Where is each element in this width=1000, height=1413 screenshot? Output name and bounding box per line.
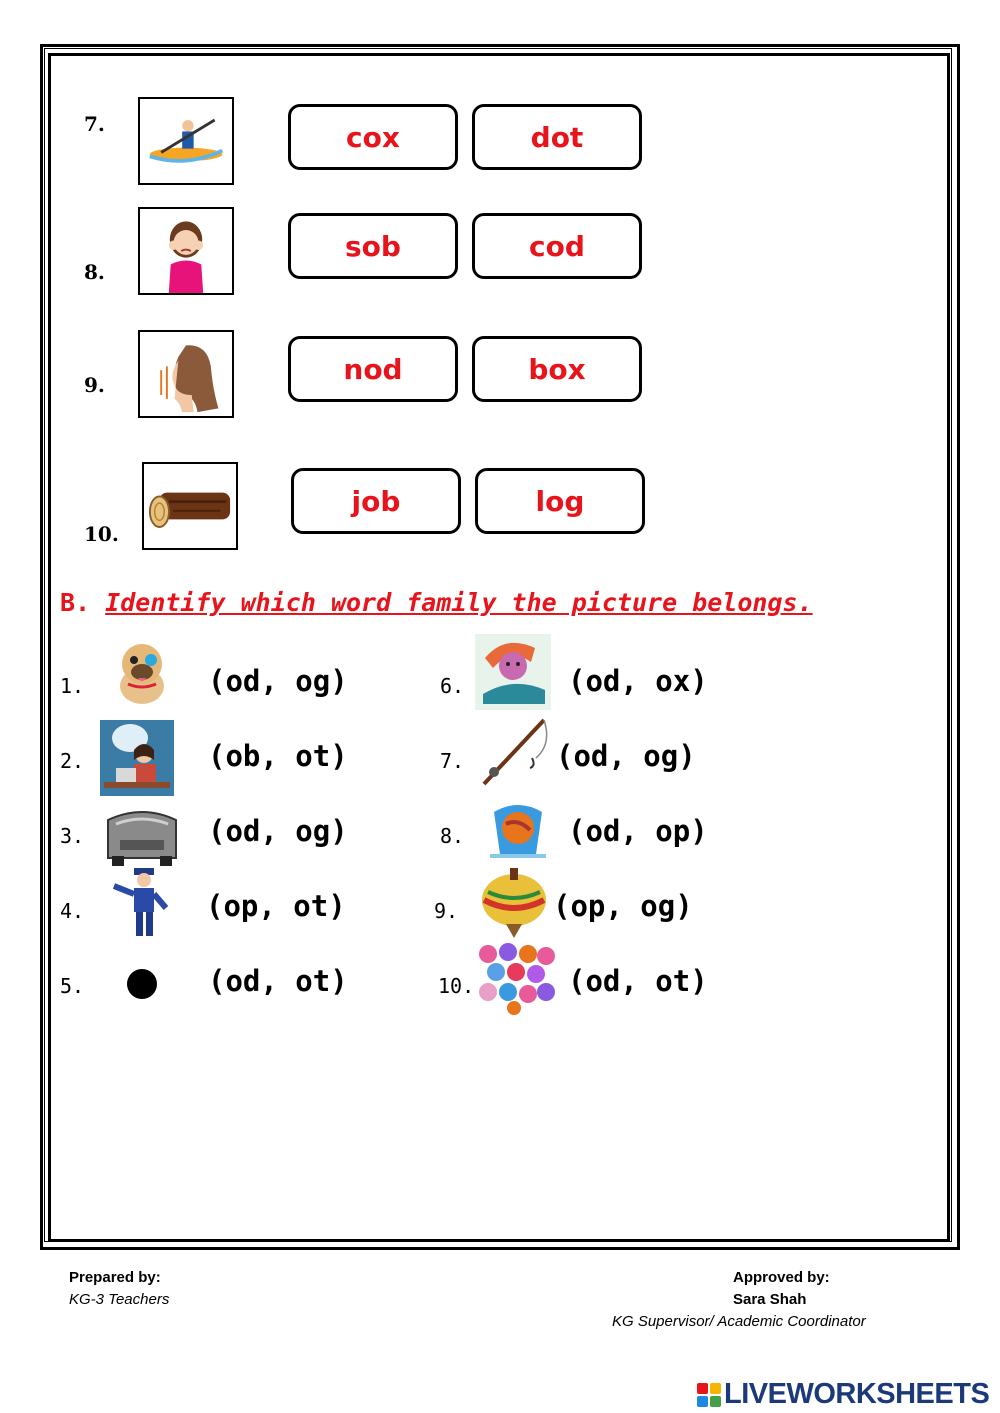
question-number: 7. bbox=[84, 112, 105, 136]
dot-icon bbox=[104, 946, 180, 1022]
question-number: 9. bbox=[434, 899, 459, 923]
choice-button[interactable]: box bbox=[472, 336, 642, 402]
word-family-options[interactable]: (od, og) bbox=[556, 739, 696, 773]
question-number: 8. bbox=[440, 824, 465, 848]
word-family-options[interactable]: (od, ot) bbox=[208, 964, 348, 998]
word-family-options[interactable]: (op, og) bbox=[553, 889, 693, 923]
liveworksheets-mark-icon bbox=[697, 1383, 721, 1407]
word-family-options[interactable]: (op, ot) bbox=[206, 889, 346, 923]
teacher-laptop-icon bbox=[100, 720, 174, 796]
choice-button[interactable]: cox bbox=[288, 104, 458, 170]
question-number: 1. bbox=[60, 674, 85, 698]
instruction-text: Identify which word family the picture belongs. bbox=[105, 588, 813, 617]
question-number: 3. bbox=[60, 824, 85, 848]
car-hood-icon bbox=[104, 800, 180, 876]
word-family-options[interactable]: (ob, ot) bbox=[208, 739, 348, 773]
approved-label: Approved by: bbox=[733, 1269, 830, 1286]
crying-girl-icon bbox=[138, 207, 234, 295]
kayak-icon bbox=[138, 97, 234, 185]
flower-pot-icon bbox=[474, 940, 560, 1016]
police-officer-icon bbox=[104, 866, 180, 942]
question-number: 6. bbox=[440, 674, 465, 698]
spinning-top-icon bbox=[476, 864, 552, 940]
fishing-rod-icon bbox=[476, 714, 552, 790]
section-b-instruction bbox=[60, 588, 813, 617]
word-family-options[interactable]: (od, ox) bbox=[568, 664, 708, 698]
word-family-options[interactable]: (od, ot) bbox=[568, 964, 708, 998]
dog-icon bbox=[104, 634, 180, 710]
question-number: 4. bbox=[60, 899, 85, 923]
section-b-label: B. bbox=[60, 588, 91, 617]
prepared-by: KG-3 Teachers bbox=[69, 1291, 170, 1308]
question-number: 7. bbox=[440, 749, 465, 773]
brand-name: LIVEWORKSHEETS bbox=[724, 1378, 990, 1410]
log-icon bbox=[142, 462, 238, 550]
question-number: 5. bbox=[60, 974, 85, 998]
word-family-options[interactable]: (od, op) bbox=[568, 814, 708, 848]
question-number: 9. bbox=[84, 373, 105, 397]
question-number: 2. bbox=[60, 749, 85, 773]
choice-button[interactable]: job bbox=[291, 468, 461, 534]
sick-person-icon bbox=[475, 634, 551, 710]
nodding-head-icon bbox=[138, 330, 234, 418]
mop-bucket-icon bbox=[480, 794, 556, 870]
choice-button[interactable]: log bbox=[475, 468, 645, 534]
choice-button[interactable]: cod bbox=[472, 213, 642, 279]
liveworksheets-logo[interactable] bbox=[697, 1378, 989, 1411]
choice-button[interactable]: nod bbox=[288, 336, 458, 402]
approved-role: KG Supervisor/ Academic Coordinator bbox=[612, 1313, 866, 1330]
question-number: 10. bbox=[84, 522, 119, 546]
prepared-label: Prepared by: bbox=[69, 1269, 161, 1286]
question-number: 10. bbox=[438, 974, 475, 998]
word-family-options[interactable]: (od, og) bbox=[208, 664, 348, 698]
question-number: 8. bbox=[84, 260, 105, 284]
word-family-options[interactable]: (od, og) bbox=[208, 814, 348, 848]
choice-button[interactable]: dot bbox=[472, 104, 642, 170]
approved-by: Sara Shah bbox=[733, 1291, 807, 1308]
choice-button[interactable]: sob bbox=[288, 213, 458, 279]
